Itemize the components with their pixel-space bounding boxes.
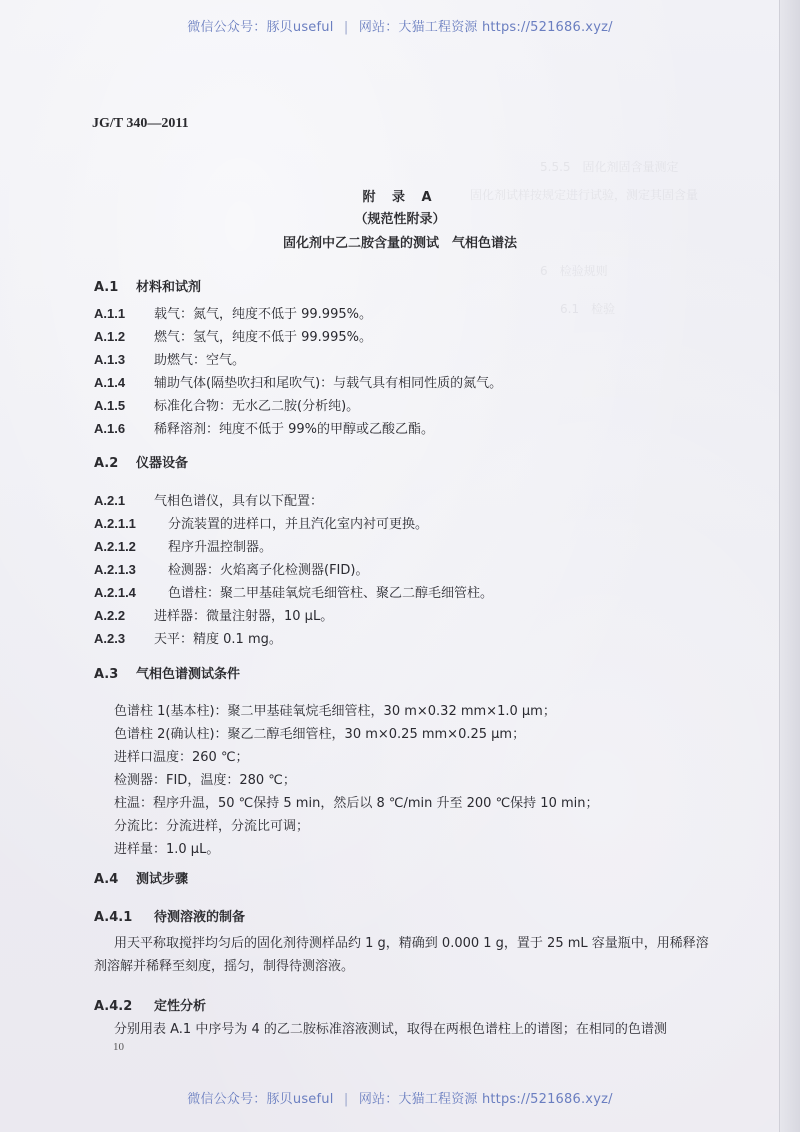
clause-number: A.2.2 [94, 608, 126, 623]
clause-number: A.1.2 [94, 329, 126, 344]
subsection-title: 待测溶液的制备 [154, 910, 246, 925]
section-title: 测试步骤 [136, 872, 189, 887]
clause-a2-1-1 [94, 513, 428, 532]
clause-text: 辅助气体(隔垫吹扫和尾吹气)：与载气具有相同性质的氮气。 [154, 376, 503, 391]
clause-a1-6 [94, 418, 434, 437]
clause-number: A.2.1.1 [94, 516, 136, 531]
clause-a1-5 [94, 395, 359, 414]
section-number: A.1 [94, 280, 119, 295]
clause-number: A.1.5 [94, 398, 126, 413]
clause-number: A.1.1 [94, 306, 126, 321]
clause-number: A.2.1.4 [94, 585, 136, 600]
bleed-through-text: 6 检验规则 [540, 264, 608, 278]
watermark-separator: | [343, 20, 349, 35]
page-number: 10 [113, 1041, 124, 1053]
clause-text: 色谱柱：聚二甲基硅氧烷毛细管柱、聚乙二醇毛细管柱。 [168, 586, 494, 601]
clause-text: 助燃气：空气。 [154, 353, 246, 368]
clause-a2-1-3 [94, 559, 368, 578]
watermark-website: 网站：大猫工程资源 https://521686.xyz/ [358, 20, 613, 35]
annex-type: （规范性附录） [354, 212, 446, 227]
clause-text: 标准化合物：无水乙二胺(分析纯)。 [154, 399, 360, 414]
section-heading-a1 [94, 276, 201, 295]
condition-inlet-temp: 进样口温度：260 ℃； [114, 750, 249, 765]
condition-column-temp: 柱温：程序升温，50 ℃保持 5 min，然后以 8 ℃/min 升至 200 ℃保持 10 min； [114, 796, 599, 811]
subsection-heading-a4-2 [94, 995, 206, 1014]
paragraph-qualitative-analysis: 分别用表 A.1 中序号为 4 的乙二胺标准溶液测试，取得在两根色谱柱上的谱图；在相同的色谱测 [114, 1022, 667, 1037]
section-title: 气相色谱测试条件 [136, 667, 241, 682]
clause-number: A.2.3 [94, 631, 126, 646]
clause-number: A.1.6 [94, 421, 126, 436]
clause-a1-1 [94, 303, 372, 322]
watermark-top [0, 16, 800, 35]
subsection-title: 定性分析 [154, 999, 207, 1014]
bleed-through-text: 5.5.5 固化剂固含量测定 [540, 160, 679, 174]
condition-column-1: 色谱柱 1(基本柱)：聚二甲基硅氧烷毛细管柱，30 m×0.32 mm×1.0 μm； [114, 704, 556, 719]
clause-text: 天平：精度 0.1 mg。 [154, 632, 282, 647]
section-number: A.3 [94, 667, 119, 682]
clause-a1-3 [94, 349, 245, 368]
clause-number: A.2.1.2 [94, 539, 136, 554]
watermark-wechat: 微信公众号：豚贝useful [187, 1092, 334, 1107]
clause-number: A.2.1.3 [94, 562, 136, 577]
clause-number: A.1.3 [94, 352, 126, 367]
section-heading-a4 [94, 868, 188, 887]
clause-a2-3 [94, 628, 282, 647]
clause-text: 检测器：火焰离子化检测器(FID)。 [168, 563, 369, 578]
condition-detector: 检测器：FID，温度：280 ℃； [114, 773, 296, 788]
condition-split-ratio: 分流比：分流进样，分流比可调； [114, 819, 310, 834]
watermark-website: 网站：大猫工程资源 https://521686.xyz/ [358, 1092, 613, 1107]
clause-text: 燃气：氢气，纯度不低于 99.995%。 [154, 330, 372, 345]
clause-a2-1-4 [94, 582, 493, 601]
section-number: A.4 [94, 872, 119, 887]
paragraph-sample-prep: 用天平称取搅拌均匀后的固化剂待测样品约 1 g，精确到 0.000 1 g，置于 25 mL 容量瓶中，用稀释溶剂溶解并稀释至刻度，摇匀，制得待测溶液。 [94, 936, 709, 974]
section-heading-a2 [94, 452, 188, 471]
bleed-through-text: 6.1 检验 [560, 302, 616, 316]
section-number: A.2 [94, 456, 119, 471]
clause-a2-1 [94, 490, 323, 509]
clause-text: 分流装置的进样口，并且汽化室内衬可更换。 [168, 517, 429, 532]
clause-text: 稀释溶剂：纯度不低于 99%的甲醇或乙酸乙酯。 [154, 422, 435, 437]
subsection-number: A.4.1 [94, 910, 133, 925]
annex-subject: 固化剂中乙二胺含量的测试 气相色谱法 [282, 236, 517, 251]
clause-a1-2 [94, 326, 372, 345]
watermark-separator: | [343, 1092, 349, 1107]
clause-text: 载气：氮气，纯度不低于 99.995%。 [154, 307, 372, 322]
clause-text: 进样器：微量注射器，10 μL。 [154, 609, 334, 624]
clause-text: 气相色谱仪，具有以下配置： [154, 494, 324, 509]
subsection-number: A.4.2 [94, 999, 133, 1014]
clause-a2-1-2 [94, 536, 272, 555]
clause-text: 程序升温控制器。 [168, 540, 273, 555]
condition-injection-volume: 进样量：1.0 μL。 [114, 842, 220, 857]
annex-title: 附 录 A [362, 190, 438, 205]
clause-a2-2 [94, 605, 333, 624]
subsection-heading-a4-1 [94, 906, 245, 925]
section-heading-a3 [94, 663, 240, 682]
bleed-through-text: 固化剂试样按规定进行试验，测定其固含量 [470, 188, 699, 202]
condition-column-2: 色谱柱 2(确认柱)：聚乙二醇毛细管柱，30 m×0.25 mm×0.25 μm； [114, 727, 526, 742]
watermark-bottom [0, 1088, 800, 1107]
watermark-wechat: 微信公众号：豚贝useful [187, 20, 334, 35]
clause-number: A.1.4 [94, 375, 126, 390]
page-edge-shadow [779, 0, 800, 1132]
standard-code: JG/T 340—2011 [92, 116, 189, 131]
section-title: 仪器设备 [136, 456, 189, 471]
clause-a1-4 [94, 372, 502, 391]
section-title: 材料和试剂 [136, 280, 202, 295]
clause-number: A.2.1 [94, 493, 126, 508]
